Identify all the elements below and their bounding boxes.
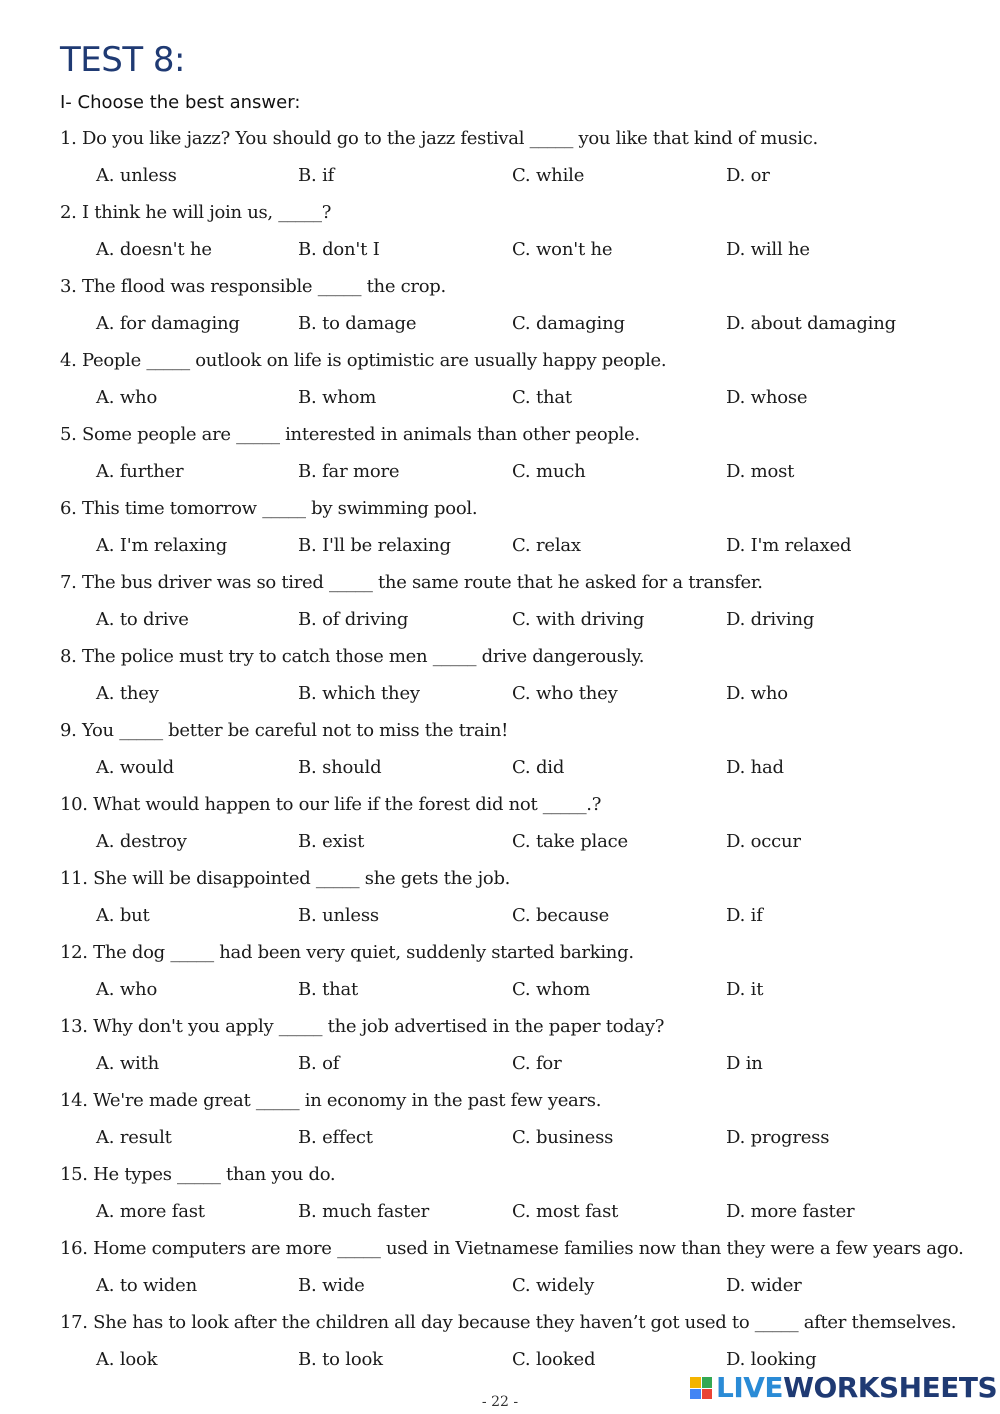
answer-option-c[interactable]: C. most fast xyxy=(512,1201,619,1222)
answer-option-c[interactable]: C. widely xyxy=(512,1275,595,1296)
answer-option-d[interactable]: D. who xyxy=(726,683,788,704)
answer-option-a[interactable]: A. for damaging xyxy=(96,313,240,334)
answer-option-b[interactable]: B. whom xyxy=(298,387,377,408)
question-item xyxy=(0,346,1000,420)
answer-option-b[interactable]: B. far more xyxy=(298,461,400,482)
answer-option-d[interactable]: D. or xyxy=(726,165,770,186)
answer-option-d[interactable]: D. most xyxy=(726,461,795,482)
answer-option-b[interactable]: B. which they xyxy=(298,683,420,704)
answer-option-d[interactable]: D. wider xyxy=(726,1275,802,1296)
answer-option-b[interactable]: B. much faster xyxy=(298,1201,430,1222)
answer-option-c[interactable]: C. for xyxy=(512,1053,562,1074)
answer-option-b[interactable]: B. to look xyxy=(298,1349,383,1370)
answer-option-a[interactable]: A. would xyxy=(96,757,174,778)
question-text: 2. I think he will join us, _____? xyxy=(60,202,332,223)
answer-option-d[interactable]: D. about damaging xyxy=(726,313,896,334)
question-item xyxy=(0,790,1000,864)
question-item xyxy=(0,420,1000,494)
answer-option-d[interactable]: D. progress xyxy=(726,1127,830,1148)
answer-option-a[interactable]: A. they xyxy=(96,683,159,704)
question-text: 14. We're made great _____ in economy in the past few years. xyxy=(60,1090,602,1111)
answer-option-d[interactable]: D. occur xyxy=(726,831,801,852)
answer-option-c[interactable]: C. take place xyxy=(512,831,628,852)
answer-option-a[interactable]: A. to widen xyxy=(96,1275,197,1296)
liveworksheets-logo-suffix: WORKSHEETS xyxy=(783,1371,998,1404)
answer-option-b[interactable]: B. I'll be relaxing xyxy=(298,535,451,556)
question-text: 1. Do you like jazz? You should go to the jazz festival _____ you like that kind of music. xyxy=(60,128,818,149)
question-text: 12. The dog _____ had been very quiet, suddenly started barking. xyxy=(60,942,634,963)
answer-option-b[interactable]: B. exist xyxy=(298,831,365,852)
answer-option-d[interactable]: D. whose xyxy=(726,387,808,408)
answer-option-d[interactable]: D. if xyxy=(726,905,763,926)
answer-option-a[interactable]: A. look xyxy=(96,1349,158,1370)
question-item xyxy=(0,864,1000,938)
answer-option-c[interactable]: C. damaging xyxy=(512,313,625,334)
answer-option-a[interactable]: A. result xyxy=(96,1127,172,1148)
answer-option-b[interactable]: B. of driving xyxy=(298,609,409,630)
question-text: 5. Some people are _____ interested in animals than other people. xyxy=(60,424,640,445)
question-item xyxy=(0,1160,1000,1234)
answer-option-a[interactable]: A. to drive xyxy=(96,609,189,630)
answer-option-d[interactable]: D. more faster xyxy=(726,1201,855,1222)
question-list xyxy=(0,124,1000,1382)
answer-option-b[interactable]: B. don't I xyxy=(298,239,380,260)
page-number: - 22 - xyxy=(481,1394,519,1410)
answer-option-d[interactable]: D. looking xyxy=(726,1349,817,1370)
question-item xyxy=(0,642,1000,716)
answer-option-b[interactable]: B. should xyxy=(298,757,382,778)
question-text: 16. Home computers are more _____ used in Vietnamese families now than they were a few years ago. xyxy=(60,1238,964,1259)
answer-option-c[interactable]: C. whom xyxy=(512,979,591,1000)
answer-option-c[interactable]: C. relax xyxy=(512,535,581,556)
question-text: 13. Why don't you apply _____ the job advertised in the paper today? xyxy=(60,1016,665,1037)
question-item xyxy=(0,272,1000,346)
question-text: 6. This time tomorrow _____ by swimming pool. xyxy=(60,498,478,519)
answer-option-c[interactable]: C. business xyxy=(512,1127,614,1148)
answer-option-b[interactable]: B. to damage xyxy=(298,313,417,334)
question-text: 7. The bus driver was so tired _____ the same route that he asked for a transfer. xyxy=(60,572,763,593)
liveworksheets-logo xyxy=(690,1373,997,1403)
answer-option-b[interactable]: B. wide xyxy=(298,1275,365,1296)
answer-option-b[interactable]: B. that xyxy=(298,979,359,1000)
page-title: TEST 8: xyxy=(60,40,185,80)
question-item xyxy=(0,938,1000,1012)
question-text: 15. He types _____ than you do. xyxy=(60,1164,336,1185)
answer-option-d[interactable]: D. I'm relaxed xyxy=(726,535,852,556)
answer-option-d[interactable]: D. driving xyxy=(726,609,815,630)
answer-option-a[interactable]: A. unless xyxy=(96,165,177,186)
answer-option-a[interactable]: A. I'm relaxing xyxy=(96,535,228,556)
answer-option-b[interactable]: B. unless xyxy=(298,905,379,926)
answer-option-b[interactable]: B. effect xyxy=(298,1127,373,1148)
answer-option-a[interactable]: A. destroy xyxy=(96,831,187,852)
answer-option-c[interactable]: C. looked xyxy=(512,1349,596,1370)
answer-option-a[interactable]: A. more fast xyxy=(96,1201,205,1222)
question-item xyxy=(0,1234,1000,1308)
question-text: 11. She will be disappointed _____ she gets the job. xyxy=(60,868,511,889)
question-item xyxy=(0,1086,1000,1160)
question-text: 9. You _____ better be careful not to miss the train! xyxy=(60,720,509,741)
answer-option-a[interactable]: A. who xyxy=(96,387,158,408)
section-heading: I- Choose the best answer: xyxy=(60,92,301,113)
answer-option-c[interactable]: C. much xyxy=(512,461,586,482)
answer-option-a[interactable]: A. who xyxy=(96,979,158,1000)
question-text: 17. She has to look after the children all day because they haven’t got used to _____ after themselves. xyxy=(60,1312,957,1333)
liveworksheets-logo-prefix: LIVE xyxy=(716,1371,784,1404)
answer-option-a[interactable]: A. with xyxy=(96,1053,160,1074)
answer-option-d[interactable]: D. had xyxy=(726,757,784,778)
answer-option-d[interactable]: D. will he xyxy=(726,239,810,260)
question-text: 4. People _____ outlook on life is optimistic are usually happy people. xyxy=(60,350,667,371)
answer-option-c[interactable]: C. that xyxy=(512,387,572,408)
answer-option-d[interactable]: D in xyxy=(726,1053,763,1074)
answer-option-c[interactable]: C. who they xyxy=(512,683,618,704)
question-item xyxy=(0,568,1000,642)
answer-option-b[interactable]: B. if xyxy=(298,165,335,186)
question-text: 10. What would happen to our life if the forest did not _____.? xyxy=(60,794,602,815)
answer-option-c[interactable]: C. with driving xyxy=(512,609,645,630)
question-item xyxy=(0,124,1000,198)
question-text: 3. The flood was responsible _____ the crop. xyxy=(60,276,446,297)
answer-option-c[interactable]: C. won't he xyxy=(512,239,613,260)
liveworksheets-logo-icon xyxy=(690,1377,712,1399)
question-item xyxy=(0,716,1000,790)
answer-option-c[interactable]: C. because xyxy=(512,905,610,926)
answer-option-b[interactable]: B. of xyxy=(298,1053,340,1074)
question-item xyxy=(0,198,1000,272)
question-text: 8. The police must try to catch those men _____ drive dangerously. xyxy=(60,646,645,667)
answer-option-c[interactable]: C. did xyxy=(512,757,565,778)
answer-option-c[interactable]: C. while xyxy=(512,165,585,186)
question-item xyxy=(0,1012,1000,1086)
answer-option-a[interactable]: A. further xyxy=(96,461,184,482)
answer-option-a[interactable]: A. doesn't he xyxy=(96,239,212,260)
answer-option-a[interactable]: A. but xyxy=(96,905,150,926)
question-item xyxy=(0,494,1000,568)
answer-option-d[interactable]: D. it xyxy=(726,979,764,1000)
